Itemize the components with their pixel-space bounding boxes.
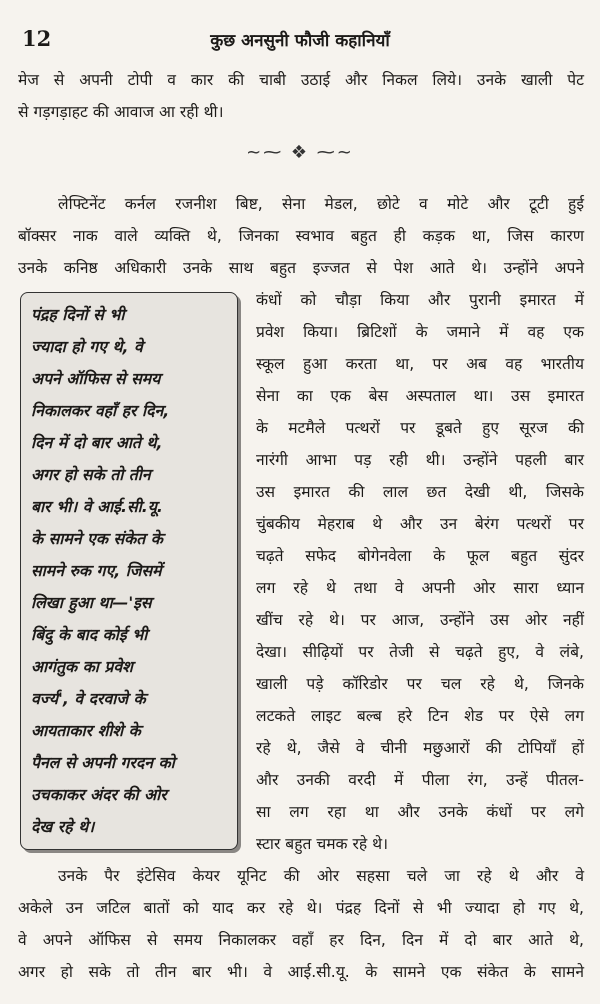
text-line: स्कूल हुआ करता था, पर अब वह भारतीय (256, 355, 584, 373)
text-line: खींच रहे थे। पर आज, उन्होंने उस ओर नहीं (256, 611, 584, 629)
pull-quote-line: पैनल से अपनी गरदन को (31, 753, 175, 772)
text-line: वे अपने ऑफिस से समय निकालकर वहाँ हर दिन, दिन में दो बार आते थे, (18, 931, 584, 949)
text-line: से गड़गड़ाहट की आवाज आ रही थी। (18, 103, 224, 121)
pull-quote-line: वर्ज्य', वे दरवाजे के (31, 689, 146, 708)
pull-quote-line: देख रहे थे। (31, 817, 95, 836)
text-line: प्रवेश किया। ब्रिटिशों के जमाने में वह एक (256, 323, 584, 341)
text-line: देखा। सीढ़ियों पर तेजी से चढ़ते हुए, वे लंबे, (256, 643, 584, 661)
text-line: कंधों को चौड़ा किया और पुरानी इमारत में (256, 291, 584, 309)
pull-quote-line: अपने ऑफिस से समय (31, 369, 161, 388)
text-line: उनके कनिष्ठ अधिकारी उनके साथ बहुत इज्जत से पेश आते थे। उन्होंने अपने (18, 259, 584, 277)
pull-quote-line: निकालकर वहाँ हर दिन, (31, 401, 170, 420)
text-line: लेफ्टिनेंट कर्नल रजनीश बिष्ट, सेना मेडल, छोटे व मोटे और टूटी हुई (58, 195, 584, 213)
text-line: मेज से अपनी टोपी व कार की चाबी उठाई और निकल लिये। उनके खाली पेट (18, 71, 584, 89)
section-divider-ornament: ~⁓ ❖ ⁓~ (246, 142, 354, 163)
text-line: बॉक्सर नाक वाले व्यक्ति थे, जिनका स्वभाव बहुत ही कड़क था, जिस कारण (18, 227, 584, 245)
pull-quote-line: आगंतुक का प्रवेश (31, 657, 133, 676)
text-line: सेना का एक बेस अस्पताल था। उस इमारत (256, 387, 584, 405)
pull-quote-line: बिंदु के बाद कोई भी (31, 625, 148, 644)
pull-quote-line: दिन में दो बार आते थे, (31, 433, 163, 452)
text-line: लग रहे थे तथा वे अपनी ओर सारा ध्यान (256, 579, 584, 597)
pull-quote-line: आयताकार शीशे के (31, 721, 141, 740)
pull-quote-line: सामने रुक गए, जिसमें (31, 561, 162, 580)
text-line: स्टार बहुत चमक रहे थे। (256, 835, 388, 853)
pull-quote-box (20, 292, 238, 850)
pull-quote-line: लिखा हुआ था—'इस (31, 593, 152, 612)
text-line: रहे थे, जैसे वे चीनी मछुआरों की टोपियाँ हों (256, 739, 584, 757)
running-title: कुछ अनसुनी फौजी कहानियाँ (210, 31, 390, 51)
pull-quote-line: उचकाकर अंदर की ओर (31, 785, 167, 804)
pull-quote-line: के सामने एक संकेत के (31, 529, 163, 548)
page-number: 12 (22, 26, 52, 51)
text-line: सा लग रहा था और उनके कंधों पर लगे (256, 803, 584, 821)
pull-quote-line: पंद्रह दिनों से भी (31, 305, 125, 324)
text-line: अगर हो सके तो तीन बार भी। वे आई.सी.यू. के सामने एक संकेत के सामने (18, 963, 584, 981)
text-line: उस इमारत की लाल छत देखी थी, जिसके (256, 483, 584, 501)
page-header (22, 26, 578, 54)
text-line: नारंगी आभा पड़ रही थी। उन्होंने पहली बार (256, 451, 584, 469)
text-line: के मटमैले पत्थरों पर डूबते हुए सूरज की (256, 419, 584, 437)
text-line: खाली पड़े कॉरिडोर पर चल रहे थे, जिनके (256, 675, 584, 693)
text-line: और उनकी वरदी में पीला रंग, उन्हें पीतल- (256, 771, 584, 789)
text-line: चढ़ते सफेद बोगेनवेला के फूल बहुत सुंदर (256, 547, 584, 565)
text-line: लटकते लाइट बल्ब हरे टिन शेड पर ऐसे लग (256, 707, 584, 725)
pull-quote-line: बार भी। वे आई.सी.यू. (31, 497, 163, 516)
text-line: चुंबकीय मेहराब थे और उन बेरंग पत्थरों पर (256, 515, 584, 533)
text-line: उनके पैर इंटेसिव केयर यूनिट की ओर सहसा चले जा रहे थे और वे (58, 867, 584, 885)
text-line: अकेले उन जटिल बातों को याद कर रहे थे। पंद्रह दिनों से भी ज्यादा हो गए थे, (18, 899, 584, 917)
pull-quote-line: अगर हो सके तो तीन (31, 465, 151, 484)
pull-quote-line: ज्यादा हो गए थे, वे (31, 337, 143, 356)
